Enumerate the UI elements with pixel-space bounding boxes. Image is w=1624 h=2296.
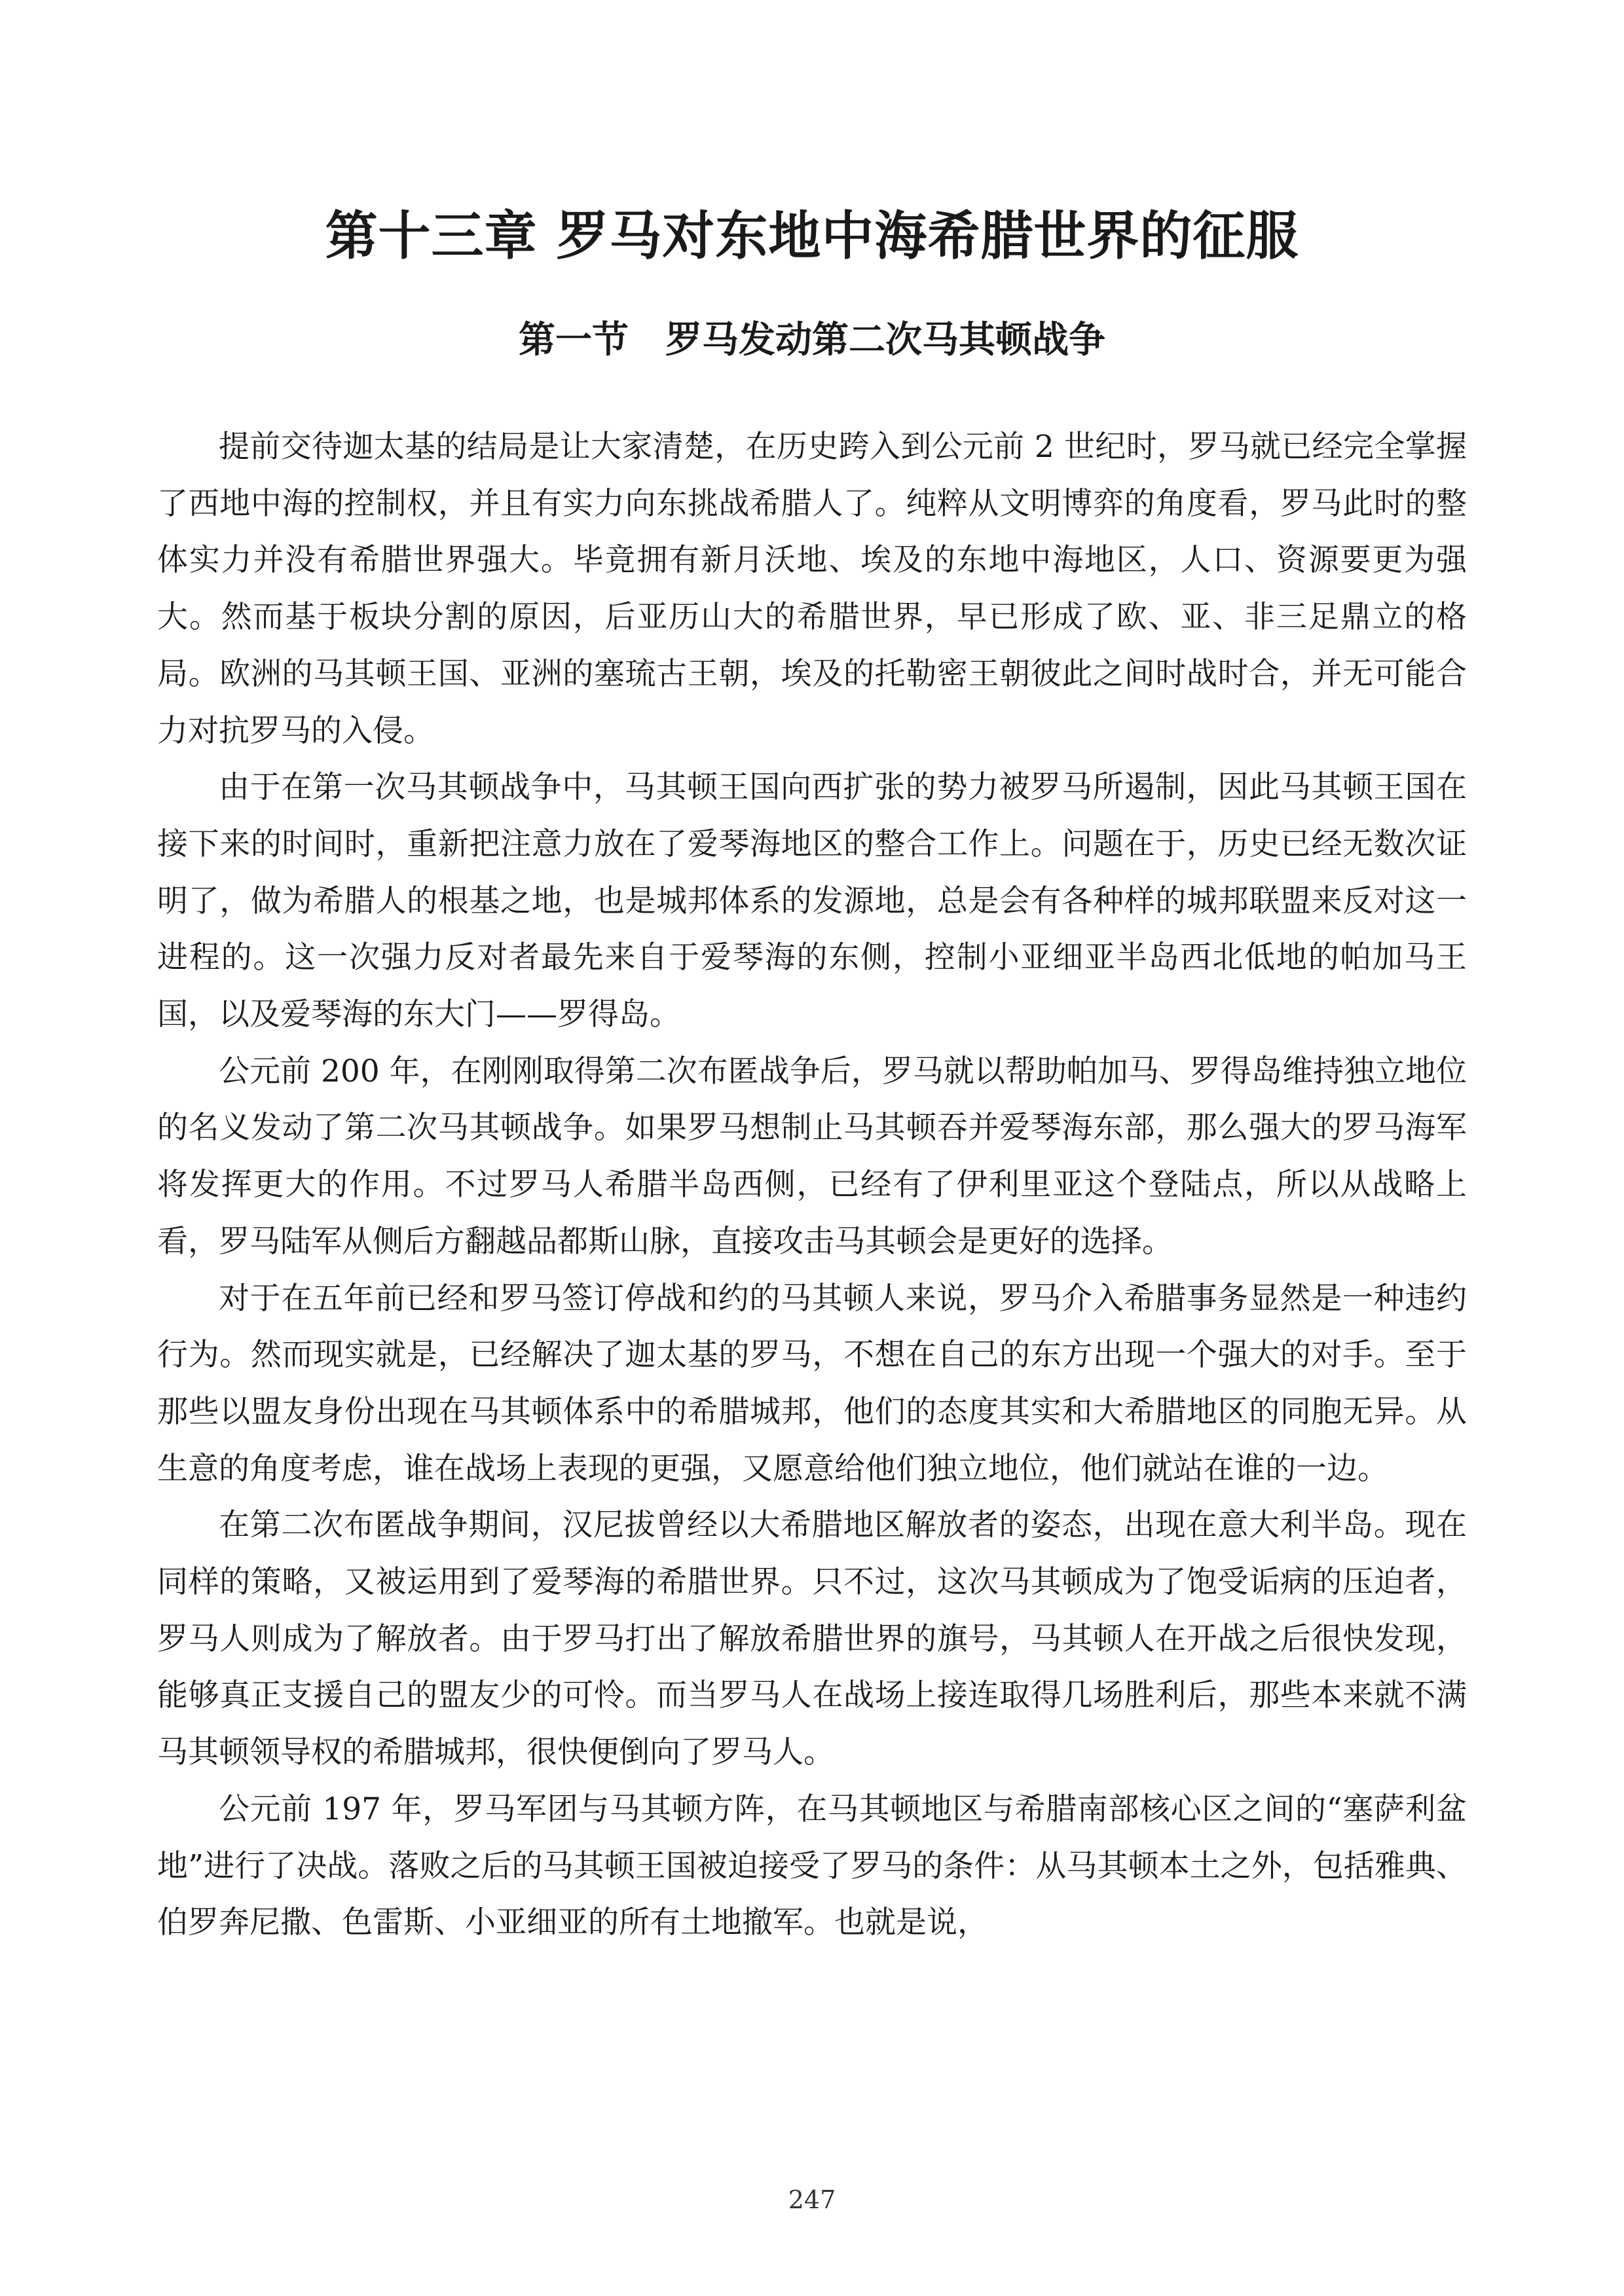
paragraph: 公元前 197 年，罗马军团与马其顿方阵，在马其顿地区与希腊南部核心区之间的“塞萨利盆地”进行了决战。落败之后的马其顿王国被迫接受了罗马的条件：从马其顿本土之外，包括雅典、伯罗奔尼撒、色雷斯、小亚细亚的所有土地撤军。也就是说，	[157, 1791, 1467, 1941]
paragraph: 提前交待迦太基的结局是让大家清楚，在历史跨入到公元前 2 世纪时，罗马就已经完全掌握了西地中海的控制权，并且有实力向东挑战希腊人了。纯粹从文明博弈的角度看，罗马此时的整体实力并没有希腊世界强大。毕竟拥有新月沃地、埃及的东地中海地区，人口、资源要更为强大。然而基于板块分割的原因，后亚历山大的希腊世界，早已形成了欧、亚、非三足鼎立的格局。欧洲的马其顿王国、亚洲的塞琉古王朝，埃及的托勒密王朝彼此之间时战时合，并无可能合力对抗罗马的入侵。	[157, 429, 1467, 749]
paragraph: 对于在五年前已经和罗马签订停战和约的马其顿人来说，罗马介入希腊事务显然是一种违约行为。然而现实就是，已经解决了迦太基的罗马，不想在自己的东方出现一个强大的对手。至于那些以盟友身份出现在马其顿体系中的希腊城邦，他们的态度其实和大希腊地区的同胞无异。从生意的角度考虑，谁在战场上表现的更强，又愿意给他们独立地位，他们就站在谁的一边。	[157, 1280, 1467, 1487]
paragraph: 在第二次布匿战争期间，汉尼拔曾经以大希腊地区解放者的姿态，出现在意大利半岛。现在同样的策略，又被运用到了爱琴海的希腊世界。只不过，这次马其顿成为了饱受诟病的压迫者，罗马人则成为了解放者。由于罗马打出了解放希腊世界的旗号，马其顿人在开战之后很快发现，能够真正支援自己的盟友少的可怜。而当罗马人在战场上接连取得几场胜利后，那些本来就不满马其顿领导权的希腊城邦，很快便倒向了罗马人。	[157, 1507, 1467, 1771]
paragraph: 公元前 200 年，在刚刚取得第二次布匿战争后，罗马就以帮助帕加马、罗得岛维持独立地位的名义发动了第二次马其顿战争。如果罗马想制止马其顿吞并爱琴海东部，那么强大的罗马海军将发挥更大的作用。不过罗马人希腊半岛西侧，已经有了伊利里亚这个登陆点，所以从战略上看，罗马陆军从侧后方翻越品都斯山脉，直接攻击马其顿会是更好的选择。	[157, 1053, 1467, 1260]
chapter-title: 第十三章 罗马对东地中海希腊世界的征服	[325, 205, 1299, 266]
body-text	[157, 419, 1467, 1952]
paragraph: 由于在第一次马其顿战争中，马其顿王国向西扩张的势力被罗马所遏制，因此马其顿王国在接下来的时间时，重新把注意力放在了爱琴海地区的整合工作上。问题在于，历史已经无数次证明了，做为希腊人的根基之地，也是城邦体系的发源地，总是会有各种样的城邦联盟来反对这一进程的。这一次强力反对者最先来自于爱琴海的东侧，控制小亚细亚半岛西北低地的帕加马王国，以及爱琴海的东大门——罗得岛。	[157, 769, 1467, 1033]
section-title: 第一节 罗马发动第二次马其顿战争	[519, 319, 1105, 361]
page-number: 247	[788, 2185, 836, 2214]
